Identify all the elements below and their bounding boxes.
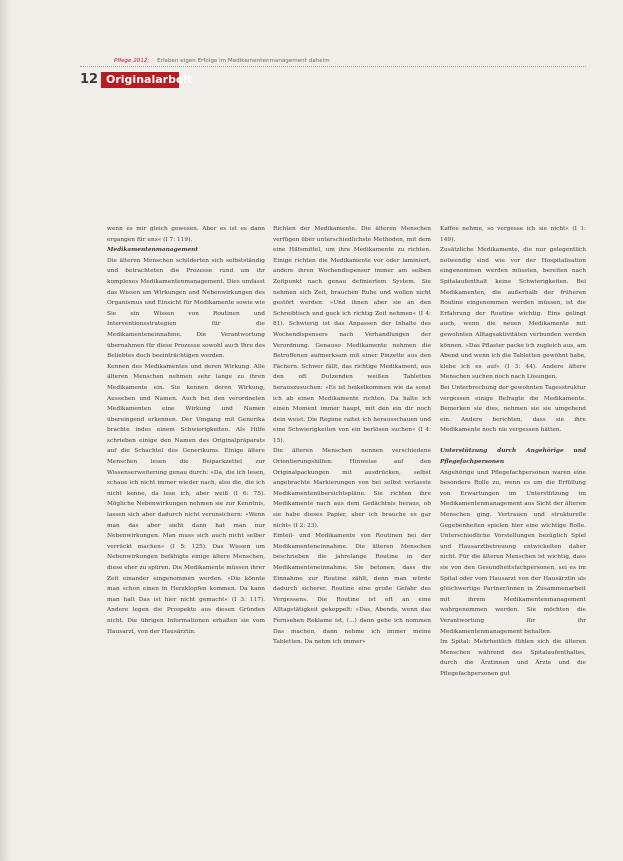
- page-number: 12: [80, 72, 99, 87]
- article-short-title: Erleben eigen Erfolge im Medikamentenmanagement daheim: [157, 58, 330, 64]
- body-paragraph: Die älteren Menschen nennen verschiedene Orientierungshilfen: Hinweise auf den Originalpackungen mit ausdrücken, selbst angebrachte Markierungen von bei selbst verlasste Medikamentenübersichtspläne. Sie richten ihre Medikamente nach aus dem Gedächtnis heraus, ob sie habe dieses Papier, aber ich brauche es gar nicht« (I 2: 23).: [273, 448, 431, 529]
- text-column-2: [273, 224, 431, 844]
- text-column-3: [440, 224, 586, 844]
- body-paragraph: Richten der Medikamente. Die älteren Menschen verfügen über unterschiedlichste Methoden, mit dem eine Hilfsmittel, um ihre Medikamente zu richten. Einige richten die Medikamente vor oder laminiert, andere ihren Wochendispenser immer am selben Zeitpunkt nach genau definiertem System. Sie nehmen sich Zeit, brauchen Ruhe und wollen nicht gestört werden: »Und ihnen aber sie an den Schreibtisch und guck ich richtig Zeit nehmen« (I 4: 81). Schwierig ist das Anpassen der Inhalte des Wochendispensers nach Verhandlungen der Verordnung. Genauso Medikamente nehmen die Betroffenen aufmerksam mit einer Pinzette aus den Fächern. Schwer fällt, das richtige Medikament, aus den oft Dutzenden weißen Tabletten herauszusuchen: »Es ist heikelkommen wie da sonst ich ab einen Medikamente richten. Da halte ich einen Moment immer haupt, mit den ein dir noch dein weist. Die Regime raitet ich herausschauen und eine Schwierigkeiten von ein berlösen suchen« (I 4: 15).: [273, 226, 431, 444]
- section-badge: Originalarbeit: [101, 72, 179, 88]
- body-paragraph: Zusätzliche Medikamente, die nur gelegentlich notwendig sind wie vor der Hospitalisation eingenommen werden müssten, bereiten nach Spitalaufenthalt keine Schwierigkeiten. Bei Medikamenten, die außerhalb der früheren Routine eingenommen werden müssen, ist die Erfahrung der Routine wichtig. Eins gelingt auch, wenn die neuen Medikamente mit gewohnten Alltagsaktivitäten verbunden werden können. »Das Pflaster packe ich zugleich aus, am Abend und wenn ich die Tabletten gewöhnt habe, klebe ich es auf« (I 3: 44). Andere ältere Menschen suchen noch nach Lösungen.: [440, 247, 586, 381]
- header-rule: [80, 66, 586, 67]
- body-paragraph: wenn es mir gleich gewesen. Aber es ist es dann ergangen für uns« (I 7: 119).: [107, 226, 265, 243]
- body-paragraph: Bei Unterbrechung der gewohnten Tagesstruktur vergessen einige Befragte die Medikamente. Bemerken sie dies, nehmen sie sie umgehend ein. Andere berichten, dass sie ihre Medikamente noch nie vergessen hätten.: [440, 384, 586, 434]
- header-separator: ·: [152, 58, 155, 64]
- page-binding-edge: [0, 0, 14, 861]
- section-heading: Medikamentenmanagement: [107, 247, 199, 254]
- running-header: [114, 58, 584, 64]
- body-paragraph: Kaffee nehme, so vergesse ich sie nicht« (I 1: 149).: [440, 226, 586, 243]
- text-column-1: [107, 224, 265, 844]
- body-paragraph: Kennen des Medikamentes und deren Wirkung. Alle älteren Menschen nehmen sehr lange zu ihren Medikamente ein. Sie kennen deren Wirkung, Aussehen und Namen. Auch bei den verordneten Medikamenten eine Wirkung und Namen übereingend erkennen. Der Umgang mit Generika brachte indes einem Schwierigkeiten. Als Hilfe schrieben einige den Namen des Originalpräparats auf die Schachtel des Generikums. Einige ältere Menschen lesen die Beipackzettel zur Wissenserweiterung genau durch: »Da, die ich lesen, schaue ich nicht immer wieder nach, also die, die ich nicht kenne, da lese ich, aber weiß (I 6: 75). Mögliche Nebenwirkungen nehmen sie zur Kenntnis, lassen sich aber dadurch nicht verunsichern: »Wenn man das aber sieht dann hat man nur Nebenwirkungen. Man muss sich auch nicht selber verrückt machen« (I 5: 125). Das Wissen um Nebenwirkungen befähigte einige ältere Menschen, diese eher zu spüren. Die Medikamente müssen ihrer Zeit einander eingenommen werden. »Die könnte man schon einen in Herzklopfen kommen. Da kann man halt Das ist hier nicht gemacht« (I 3: 117). Andere legen die Prospekte aus diesen Gründen nicht. Die übrigen Informationen erhalten sie vom Hausarzt, von der Hausärztin.: [107, 363, 265, 635]
- journal-citation: Pflege 2012;: [114, 58, 150, 64]
- body-paragraph: Angehörige und Pflegefachpersonen waren eine besondere Rolle zu, wenn es um die Erfüllung von Erwartungen im Unterstützung im Medikamentenmanagement aus Sicht der älteren Menschen ging. Vertrauen und strukturelle Gegebenheiten spielen hier eine wichtige Rolle. Unterschiedliche Vorstellungen bezüglich Spiel und Hausarztbetreuung entwickelten daher nicht. Für die älteren Menschen ist wichtig, dass sie von den Gesundheitsfachpersonen, sei es im Spital oder vom Hausarzt von der Hausärztin als gleichwertige Partner/innen in Zusammenarbeit mit ihrem Medikamentenmanagement wahrgenommen werden. Sie möchten die Verantwortung für ihr Medikamentenmanagement behalten.: [440, 469, 586, 635]
- body-paragraph: Im Spital: Mehrheitlich fühlen sich die älteren Menschen während des Spitalaufenthaltes, durch die Ärztinnen und Ärzte und die Pflegefachpersonen gut: [440, 639, 586, 677]
- body-paragraph: Einteil- und Medikamente von Routinen bei der Medikamenteneinnahme. Die älteren Menschen beschrieben die jahrelange Routine in der Medikamenteneinnahme. Sie betonen, dass die Einnahme zur Routine zählt, denn man würde dadurch sicherer. Routine eine große Gefahr des Vergessens. Die Routine ist oft an eine Alltagstätigkeit gekoppelt: »Das, Abends, wenn das Fernsehen Reklame ist, (...) dann gehe ich nommen Das machen, dann nehme ich immer meine Tabletten. Da nehm ich immer«: [273, 533, 431, 646]
- section-heading: Unterstützung durch Angehörige und Pflegefachpersonen: [440, 448, 586, 466]
- body-paragraph: Die älteren Menschen schilderten sich selbstständig und betrachteten die Prozesse rund um ihr komplexes Medikamentenmanagement. Dies umfasst das Wissen um Wirkungen und Nebenwirkungen des Organismus und Einsicht für Medikamente sowie wie Sie ein Wissen von Routinen und Interventionsstrategien für die Medikamenteneinnahme. Die Verantwortung übernahmen für diese Prozesse sowohl auch Ihre des Beliebtes doch beeinträchtigen werden.: [107, 257, 265, 360]
